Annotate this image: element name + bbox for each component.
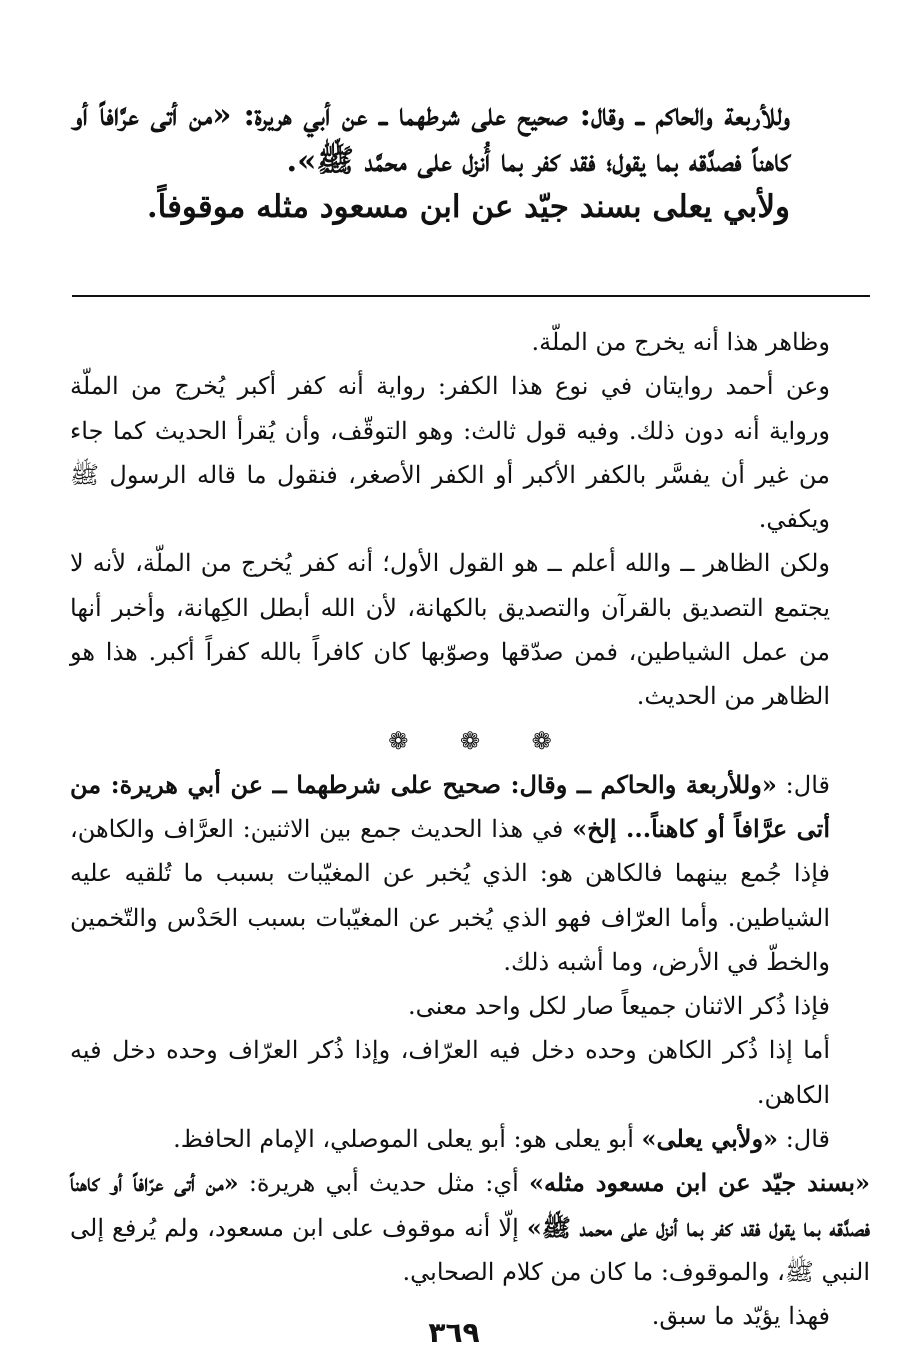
hadith-text-block xyxy=(72,92,846,230)
explanation-text: إلّا أنه موقوف على ابن مسعود، ولم يُرفع إلى النبي ﷺ، والموقوف: ما كان من كلام الصحابي. xyxy=(70,1213,870,1286)
commentary-paragraph: وظاهر هذا أنه يخرج من الملّة. xyxy=(531,328,830,356)
commentary-paragraph xyxy=(70,1161,870,1294)
commentary-paragraph xyxy=(70,1117,870,1161)
ornament-separator xyxy=(70,719,870,763)
commentary-paragraph xyxy=(70,763,870,984)
commentary-block xyxy=(70,320,870,1339)
hadith-paragraph: وللأربعة والحاكم ــ وقال: صحيح على شرطهما ــ عن أبي هريرة: «من أتى عرَّافاً أو كاهناً فصدَّقه بما يقول؛ فقد كفر بما أُنزل على محمَّد ﷺ». xyxy=(72,97,790,179)
flower-ornament-icon: ❁ ❁ ❁ xyxy=(388,726,574,755)
commentary-paragraph: وعن أحمد روايتان في نوع هذا الكفر: رواية أنه كفر أكبر يُخرج من الملّة ورواية أنه دون ذلك. وفيه قول ثالث: وهو التوقّف، وأن يُقرأ الحديث كما جاء من غير أن يفسَّر بالكفر الأكبر أو الكفر الأصغر، فنقول ما قاله الرسول ﷺ ويكفي. xyxy=(70,372,830,534)
explanation-text: أي: مثل حديث أبي هريرة: xyxy=(238,1169,529,1198)
commentary-paragraph: فهذا يؤيّد ما سبق. xyxy=(651,1302,830,1331)
lead-text: قال: xyxy=(778,1125,830,1154)
quoted-matn: «من أتى عرّافاً أو كاهناً فصدَّقه بما يقول فقد كفر بما أنزل على محمد ﷺ» xyxy=(70,1168,871,1242)
commentary-paragraph: فإذا ذُكر الاثنان جميعاً صار لكل واحد معنى. xyxy=(408,992,830,1021)
quoted-matn: «وللأربعة والحاكم ــ وقال: صحيح على شرطهما ــ عن أبي هريرة: من أتى عرَّافاً أو كاهناً... إلخ» xyxy=(70,769,830,843)
section-divider-line xyxy=(72,295,870,297)
quoted-matn: «ولأبي يعلى» xyxy=(641,1124,779,1154)
commentary-paragraph: ولكن الظاهر ــ والله أعلم ــ هو القول الأول؛ أنه كفر يُخرج من الملّة، لأنه لا يجتمع التصديق بالقرآن والتصديق بالكهانة، لأن الله أبطل الكِهانة، وأخبر أنها من عمل الشياطين، فمن صدّقها وصوّبها كان كافراً بالله كفراً أكبر. هذا هو الظاهر من الحديث. xyxy=(70,549,830,711)
hadith-paragraph: ولأبي يعلى بسند جيّد عن ابن مسعود مثله موقوفاً. xyxy=(146,189,790,225)
explanation-text: أبو يعلى هو: أبو يعلى الموصلي، الإمام الحافظ. xyxy=(173,1125,642,1154)
page-number: ٣٦٩ xyxy=(428,1316,480,1349)
explanation-text: في هذا الحديث جمع بين الاثنين: العرَّاف والكاهن، فإذا جُمع بينهما فالكاهن هو: الذي يُخبر عن المغيّبات بسبب ما تُلقيه عليه الشياطين. وأما العرّاف فهو الذي يُخبر عن المغيّبات بسبب الحَدْس والتّخمين والخطّ في الأرض، وما أشبه ذلك. xyxy=(70,814,830,976)
commentary-paragraph: أما إذا ذُكر الكاهن وحده دخل فيه العرّاف، وإذا ذُكر العرّاف وحده دخل فيه الكاهن. xyxy=(70,1036,831,1109)
lead-text: قال: xyxy=(776,770,830,799)
quoted-matn: «بسند جيّد عن ابن مسعود مثله» xyxy=(528,1168,870,1198)
